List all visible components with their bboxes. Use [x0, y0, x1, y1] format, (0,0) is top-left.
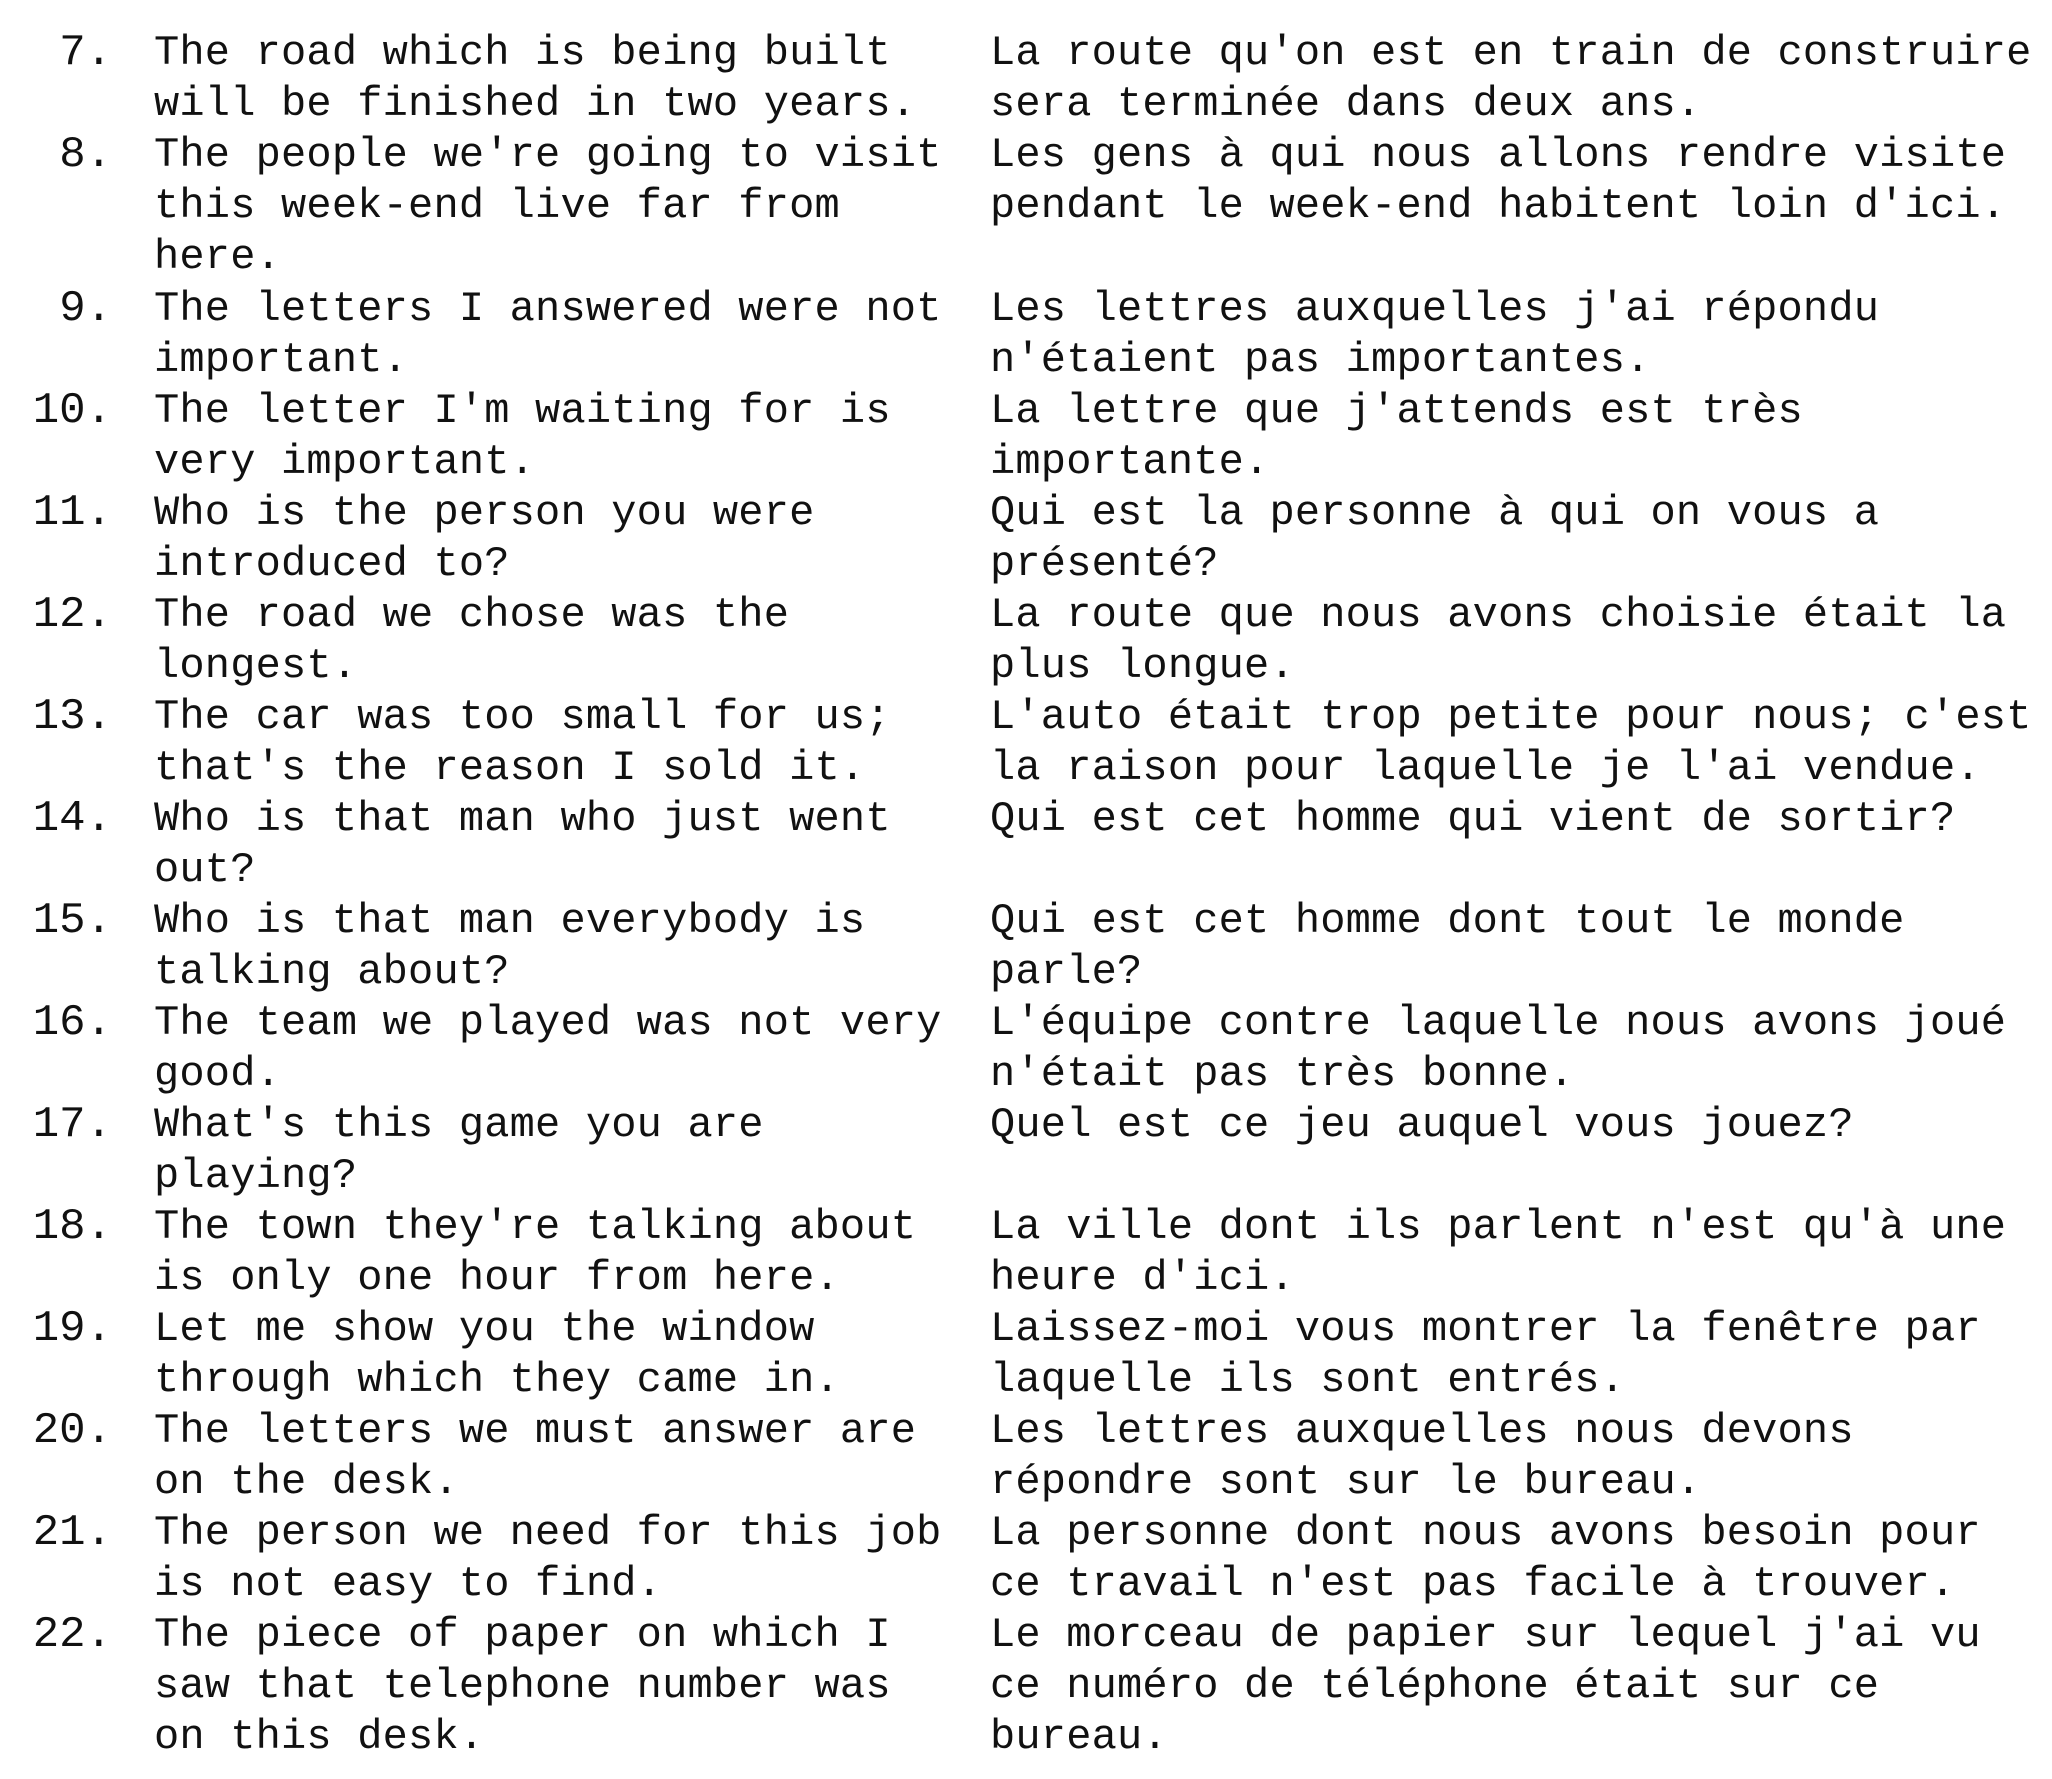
french-sentence: Les lettres auxquelles j'ai répondu n'étaient pas importantes.	[990, 285, 1880, 384]
french-sentence: L'auto était trop petite pour nous; c'est la raison pour laquelle je l'ai vendue.	[990, 693, 2032, 792]
french-sentence: Qui est la personne à qui on vous a présenté?	[990, 489, 1880, 588]
french-sentence: Qui est cet homme qui vient de sortir?	[990, 795, 1956, 843]
item-number: 22.	[32, 1610, 112, 1660]
item-number: 16.	[32, 998, 112, 1048]
french-sentence: Le morceau de papier sur lequel j'ai vu ce numéro de téléphone était sur ce bureau.	[990, 1611, 1981, 1761]
english-sentence: What's this game you are playing?	[154, 1101, 764, 1200]
french-sentence: La personne dont nous avons besoin pour ce travail n'est pas facile à trouver.	[990, 1509, 1981, 1608]
english-sentence: The piece of paper on which I saw that telephone number was on this desk.	[154, 1611, 891, 1761]
french-sentence: Les lettres auxquelles nous devons répondre sont sur le bureau.	[990, 1407, 1854, 1506]
english-sentence: Who is the person you were introduced to?	[154, 489, 815, 588]
item-number: 21.	[32, 1508, 112, 1558]
french-sentence: Qui est cet homme dont tout le monde parle?	[990, 897, 1905, 996]
item-number: 8.	[59, 130, 112, 180]
item-number: 12.	[32, 590, 112, 640]
item-number: 11.	[32, 488, 112, 538]
english-sentence: The people we're going to visit this week-end live far from here.	[154, 131, 942, 281]
french-sentence: La route que nous avons choisie était la plus longue.	[990, 591, 2007, 690]
english-sentence: Let me show you the window through which they came in.	[154, 1305, 840, 1404]
item-number: 19.	[32, 1304, 112, 1354]
item-number: 7.	[59, 28, 112, 78]
english-sentence: The letter I'm waiting for is very important.	[154, 387, 891, 486]
french-sentence: Les gens à qui nous allons rendre visite pendant le week-end habitent loin d'ici.	[990, 131, 2007, 230]
item-number: 14.	[32, 794, 112, 844]
english-sentence: The road which is being built will be finished in two years.	[154, 29, 917, 128]
french-sentence: Laissez-moi vous montrer la fenêtre par laquelle ils sont entrés.	[990, 1305, 1981, 1404]
english-sentence: The town they're talking about is only one hour from here.	[154, 1203, 917, 1302]
english-sentence: Who is that man who just went out?	[154, 795, 891, 894]
french-sentence: Quel est ce jeu auquel vous jouez?	[990, 1101, 1854, 1149]
english-sentence: The letters we must answer are on the desk.	[154, 1407, 917, 1506]
french-sentence: La ville dont ils parlent n'est qu'à une heure d'ici.	[990, 1203, 2007, 1302]
item-number: 13.	[32, 692, 112, 742]
english-sentence: The person we need for this job is not easy to find.	[154, 1509, 942, 1608]
english-sentence: The road we chose was the longest.	[154, 591, 790, 690]
item-number: 15.	[32, 896, 112, 946]
item-number: 20.	[32, 1406, 112, 1456]
english-sentence: The letters I answered were not important.	[154, 285, 942, 384]
french-sentence: La route qu'on est en train de construire sera terminée dans deux ans.	[990, 29, 2032, 128]
item-number: 17.	[32, 1100, 112, 1150]
english-sentence: The team we played was not very good.	[154, 999, 942, 1098]
french-sentence: L'équipe contre laquelle nous avons joué n'était pas très bonne.	[990, 999, 2007, 1098]
english-sentence: Who is that man everybody is talking about?	[154, 897, 866, 996]
french-sentence: La lettre que j'attends est très importante.	[990, 387, 1803, 486]
item-number: 10.	[32, 386, 112, 436]
english-sentence: The car was too small for us; that's the reason I sold it.	[154, 693, 891, 792]
item-number: 9.	[59, 284, 112, 334]
item-number: 18.	[32, 1202, 112, 1252]
